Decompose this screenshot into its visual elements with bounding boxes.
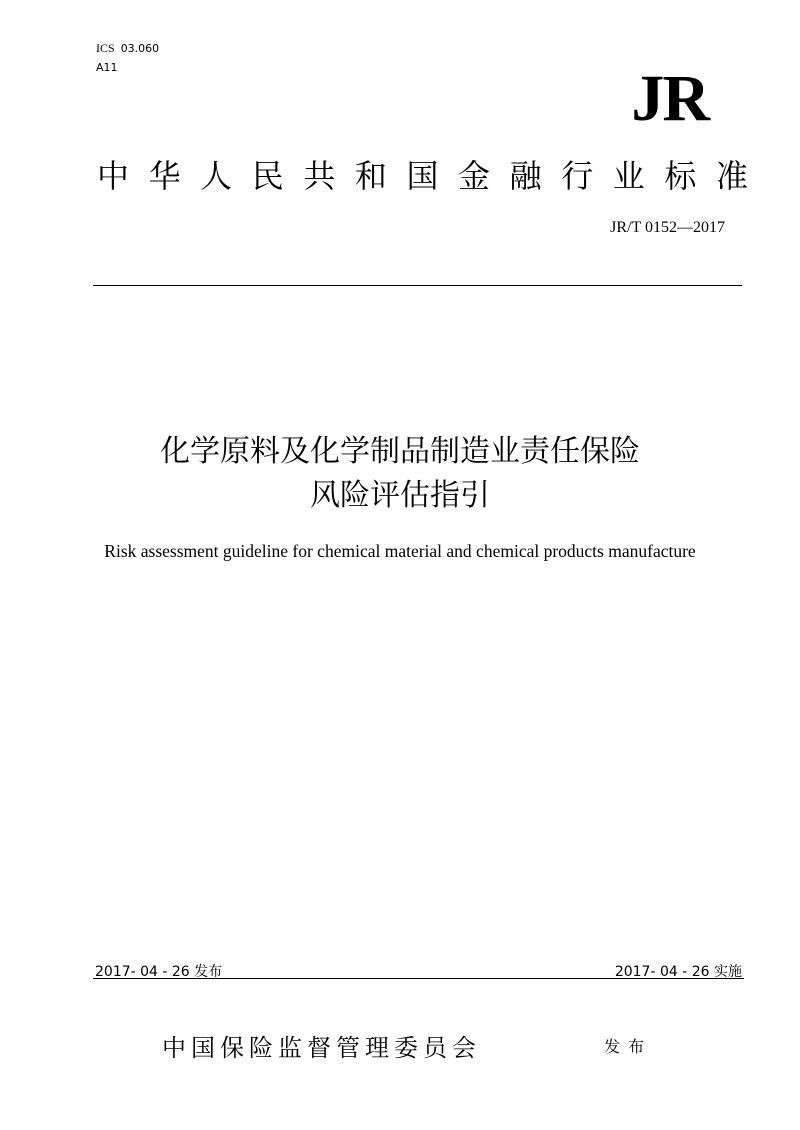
ics-number: 03.060 (120, 42, 160, 55)
release-date: 2017- 04 - 26 发布 (95, 964, 223, 980)
jr-logo: JR (631, 62, 708, 135)
ccs-code: A11 (96, 61, 118, 74)
org-char: 行 (561, 157, 594, 195)
document-title-cn (0, 432, 800, 516)
title-cn-line1: 化学原料及化学制品制造业责任保险 (160, 434, 640, 469)
standard-category-title (97, 156, 748, 196)
org-char: 华 (148, 157, 181, 195)
header-divider (93, 285, 742, 286)
org-char: 人 (200, 157, 233, 195)
org-char: 业 (612, 157, 645, 195)
org-char: 中 (97, 157, 130, 195)
org-char: 国 (406, 157, 439, 195)
org-char: 标 (664, 157, 697, 195)
issue-label: 发布 (604, 1037, 653, 1056)
title-cn-line2: 风险评估指引 (310, 478, 490, 513)
issuing-authority: 中国保险监督管理委员会 (162, 1034, 481, 1062)
org-char: 金 (458, 157, 491, 195)
org-char: 共 (303, 157, 336, 195)
org-char: 准 (715, 157, 748, 195)
standard-number: JR/T 0152—2017 (610, 219, 725, 236)
date-divider (93, 978, 744, 979)
org-char: 民 (251, 157, 284, 195)
ics-label: ICS (96, 41, 115, 55)
org-char: 融 (509, 157, 542, 195)
ics-line (96, 40, 159, 57)
document-title-en: Risk assessment guideline for chemical material and chemical products manufacture (104, 541, 696, 561)
implementation-date: 2017- 04 - 26 实施 (614, 964, 742, 980)
org-char: 和 (354, 157, 387, 195)
